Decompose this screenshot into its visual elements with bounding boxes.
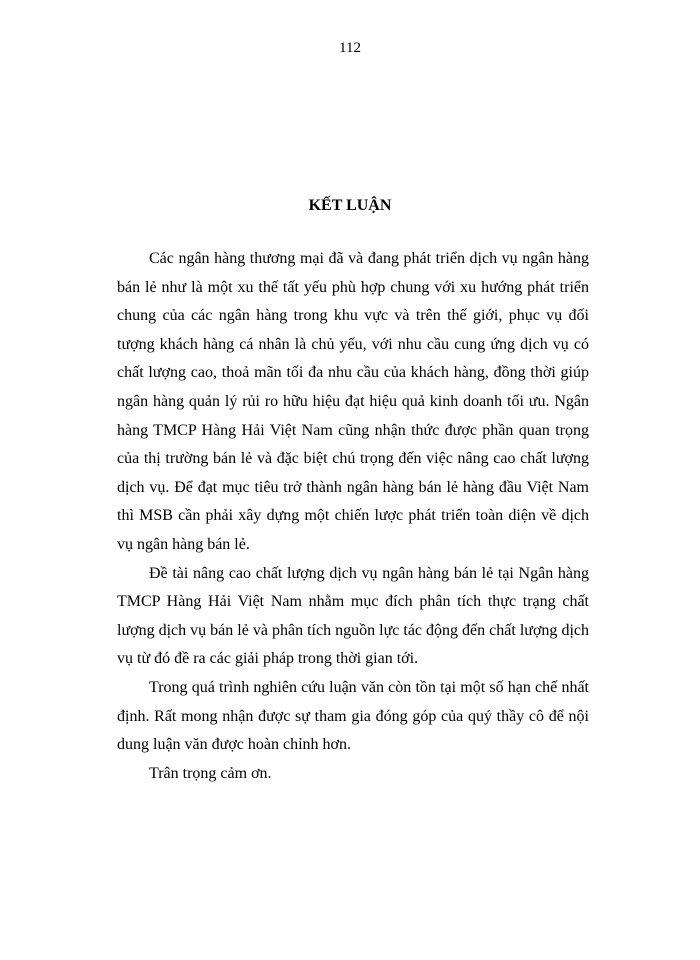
conclusion-body bbox=[117, 245, 589, 788]
paragraph-1: Các ngân hàng thương mại đã và đang phát triển dịch vụ ngân hàng bán lẻ như là một xu thế tất yếu phù hợp chung với xu hướng phát triển chung của các ngân hàng trong khu vực và trên thế giới, phục vụ đối tượng khách hàng cá nhân là chủ yếu, với nhu cầu cung ứng dịch vụ có chất lượng cao, thoả mãn tối đa nhu cầu của khách hàng, đồng thời giúp ngân hàng quản lý rủi ro hữu hiệu đạt hiệu quả kinh doanh tối ưu. Ngân hàng TMCP Hàng Hải Việt Nam cũng nhận thức được phần quan trọng của thị trường bán lẻ và đặc biệt chú trọng đến việc nâng cao chất lượng dịch vụ. Để đạt mục tiêu trở thành ngân hàng bán lẻ hàng đầu Việt Nam thì MSB cần phải xây dựng một chiến lược phát triển toàn diện về dịch vụ ngân hàng bán lẻ. bbox=[117, 250, 589, 553]
page-number: 112 bbox=[339, 40, 361, 56]
paragraph-2: Đề tài nâng cao chất lượng dịch vụ ngân hàng bán lẻ tại Ngân hàng TMCP Hàng Hải Việt Nam nhằm mục đích phân tích thực trạng chất lượng dịch vụ bán lẻ và phân tích nguồn lực tác động đến chất lượng dịch vụ từ đó đề ra các giải pháp trong thời gian tới. bbox=[117, 564, 589, 668]
paragraph-3: Trong quá trình nghiên cứu luận văn còn tồn tại một số hạn chế nhất định. Rất mong nhận được sự tham gia đóng góp của quý thầy cô để nội dung luận văn được hoàn chỉnh hơn. bbox=[117, 678, 589, 754]
page-title: KẾT LUẬN bbox=[308, 197, 392, 214]
paragraph-4: Trân trọng cảm ơn. bbox=[149, 764, 272, 782]
